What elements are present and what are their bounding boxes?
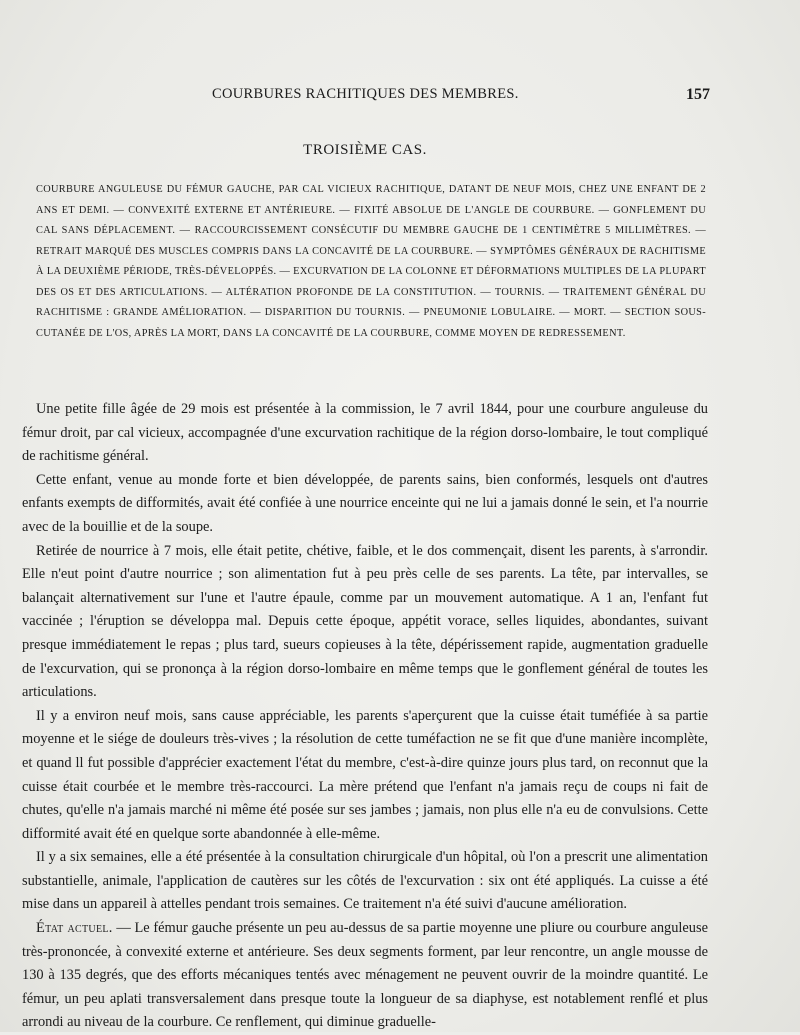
paragraph-etat-actuel <box>22 917 708 1035</box>
paragraph: Cette enfant, venue au monde forte et bien développée, de parents sains, bien conformés, lesquels ont d'autres enfants exempts de difformités, avait été confiée à une nourrice enceinte qui ne lui a jamais donné le sein, et l'a nourrie avec de la bouillie et de la soupe. <box>22 471 708 535</box>
case-summary: COURBURE ANGULEUSE DU FÉMUR GAUCHE, PAR CAL VICIEUX RACHITIQUE, DATANT DE NEUF MOIS, CHEZ UNE ENFANT DE 2 ANS ET DEMI. — CONVEXITÉ EXTERNE ET ANTÉRIEURE. — FIXITÉ ABSOLUE DE L'ANGLE DE COURBURE. — GONFLEMENT DU CAL SANS DÉPLACEMENT. — RACCOURCISSEMENT CONSÉCUTIF DU MEMBRE GAUCHE DE 1 CENTIMÈTRE 5 MILLIMÈTRES. — RETRAIT MARQUÉ DES MUSCLES COMPRIS DANS LA CONCAVITÉ DE LA COURBURE. — SYMPTÔMES GÉNÉRAUX DE RACHITISME À LA DEUXIÈME PÉRIODE, TRÈS-DÉVELOPPÉS. — EXCURVATION DE LA COLONNE ET DÉFORMATIONS MULTIPLES DE LA PLUPART DES OS ET DES ARTICULATIONS. — ALTÉRATION PROFONDE DE LA CONSTITUTION. — TOURNIS. — TRAITEMENT GÉNÉRAL DU RACHITISME : GRANDE AMÉLIORATION. — DISPARITION DU TOURNIS. — PNEUMONIE LOBULAIRE. — MORT. — SECTION SOUS-CUTANÉE DE L'OS, APRÈS LA MORT, DANS LA CONCAVITÉ DE LA COURBURE, COMME MOYEN DE REDRESSEMENT. <box>36 184 706 339</box>
page-number: 157 <box>686 86 710 103</box>
paragraph: Une petite fille âgée de 29 mois est présentée à la commission, le 7 avril 1844, pour une courbure anguleuse du fémur droit, par cal vicieux, accompagnée d'une excurvation rachitique de la région dorso-lombaire, le tout compliqué de rachitisme général. <box>22 401 708 465</box>
running-title: COURBURES RACHITIQUES DES MEMBRES. <box>212 86 519 102</box>
etat-actuel-text: — Le fémur gauche présente un peu au-dessus de sa partie moyenne une pliure ou courbure anguleuse très-prononcée, à convexité externe et antérieure. Ses deux segments forment, par leur rencontre, un angle mousse de 130 à 135 degrés, que des efforts mécaniques tentés avec ménagement ne peuvent ouvrir de la moindre quantité. Le fémur, un peu aplati transversalement dans presque toute la longueur de sa diaphyse, est notablement renflé et plus arrondi au niveau de la courbure. Ce renflement, qui diminue graduelle- <box>22 920 708 1031</box>
running-head <box>24 86 710 108</box>
paragraph: Retirée de nourrice à 7 mois, elle était petite, chétive, faible, et le dos commençait, disent les parents, à s'arrondir. Elle n'eut point d'autre nourrice ; son alimentation fut à peu près celle de ses parents. La tête, par intervalles, se balançait alternativement sur l'une et l'autre épaule, comme par un mouvement automatique. A 1 an, l'enfant fut vaccinée ; l'éruption se développa mal. Depuis cette époque, appétit vorace, selles liquides, abondantes, suivant presque immédiatement le repas ; plus tard, sueurs copieuses à la tête, dépérissement rapide, augmentation graduelle de l'excurvation, qui se prononça à la région dorso-lombaire en même temps que le gonflement général de toutes les articulations. <box>22 542 708 701</box>
section-title: TROISIÈME CAS. <box>303 142 427 158</box>
paragraph: Il y a environ neuf mois, sans cause appréciable, les parents s'aperçurent que la cuisse était tuméfiée à sa partie moyenne et le siége de douleurs très-vives ; la résolution de cette tuméfaction ne se fit que d'une manière incomplète, et quand ll fut possible d'apprécier exactement l'état du membre, c'est-à-dire quinze jours plus tard, on reconnut que la cuisse était courbée et le membre très-raccourci. La mère prétend que l'enfant n'a jamais reçu de coups ni fait de chutes, qu'elle n'a jamais marché ni même été posée sur ses jambes ; jamais, non plus elle n'a eu de convulsions. Cette difformité avait été en quelque sorte abandonnée à elle-même. <box>22 707 708 842</box>
body-text <box>22 398 708 1035</box>
paragraph: Il y a six semaines, elle a été présentée à la consultation chirurgicale d'un hôpital, où l'on a prescrit une alimentation substantielle, animale, l'application de cautères sur les côtés de l'excurvation : six ont été appliqués. La cuisse a été mise dans un appareil à attelles pendant trois semaines. Ce traitement n'a été suivi d'aucune amélioration. <box>22 849 708 913</box>
etat-actuel-lead: État actuel. <box>36 920 113 937</box>
